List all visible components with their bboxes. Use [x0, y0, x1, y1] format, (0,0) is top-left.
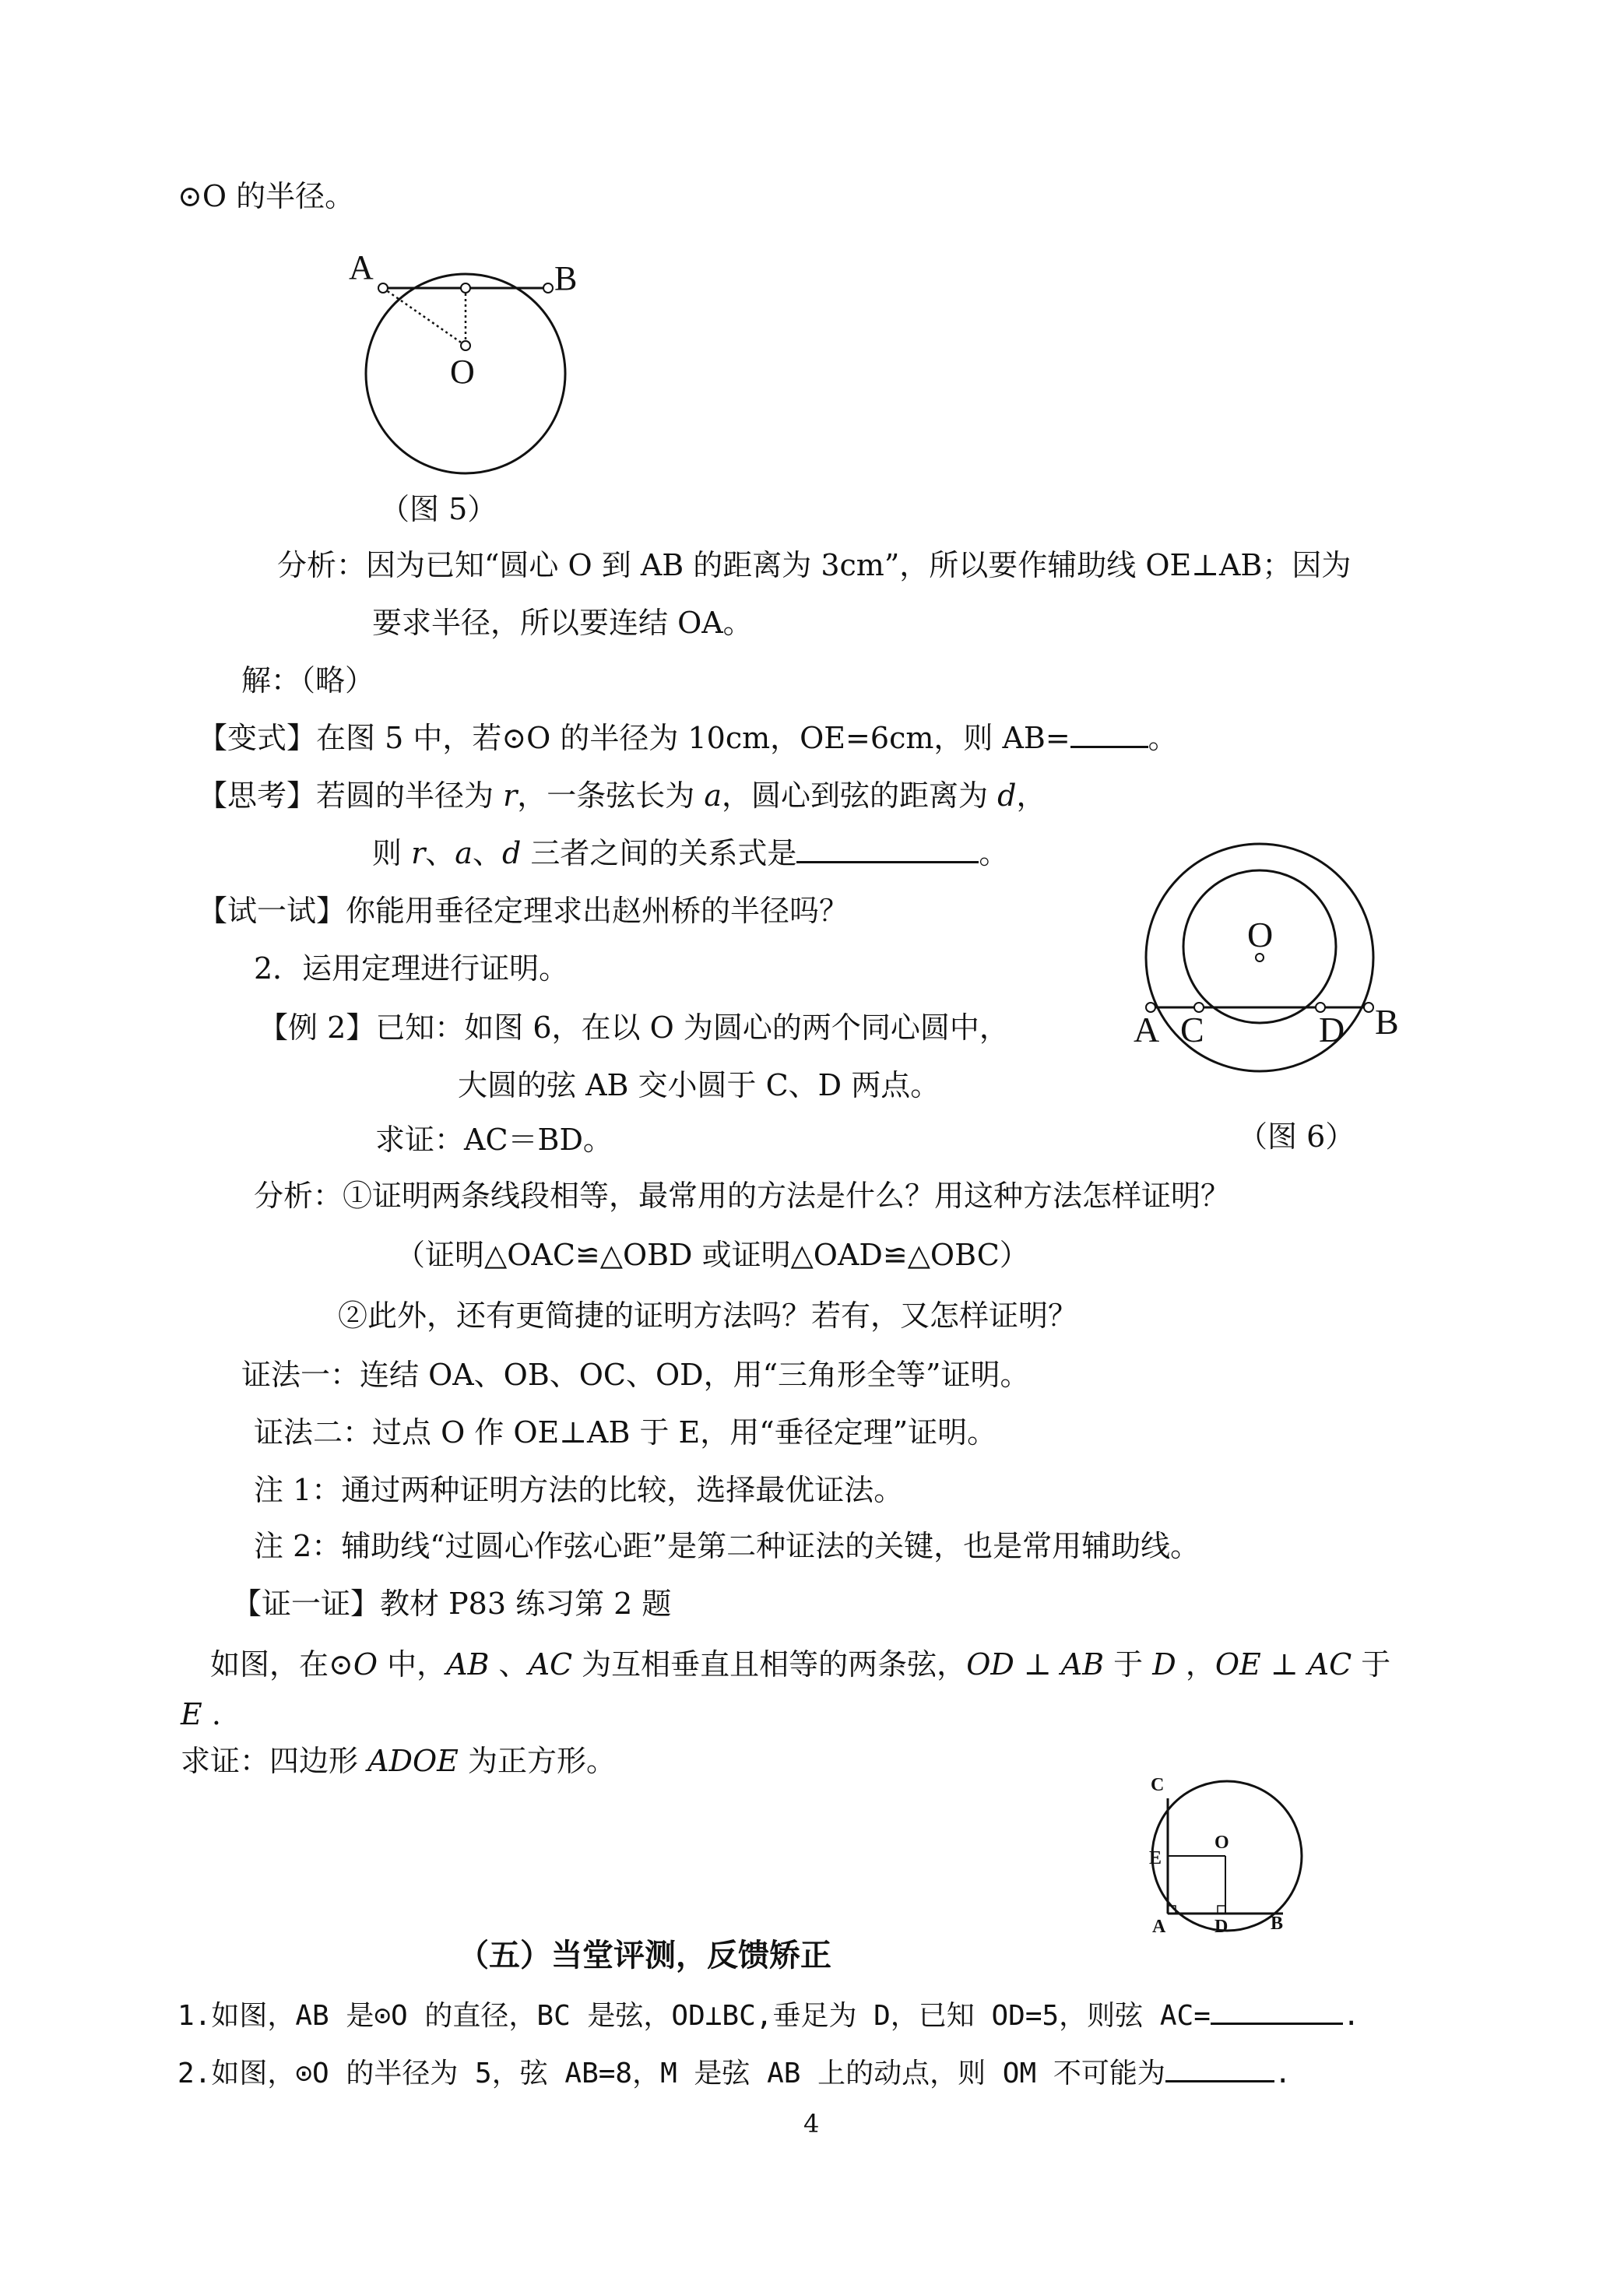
problem-prove-line: 求证：四边形 ADOE 为正方形。 — [181, 1744, 616, 1778]
fig6-label-c: C — [1180, 1010, 1204, 1049]
fig7-label-e: E — [1149, 1848, 1162, 1868]
figure-5-diagram — [343, 249, 592, 475]
fig5-label-o: O — [450, 353, 475, 391]
analysis2-line3: ②此外，还有更简捷的证明方法吗？若有，又怎样证明？ — [338, 1299, 1078, 1333]
figure-6-caption: （图 6） — [1238, 1119, 1355, 1154]
question-1: 1.如图，AB 是⊙O 的直径，BC 是弦，OD⊥BC,垂足为 D，已知 OD=5，则弦 AC= . — [178, 1996, 1360, 2035]
note2-line: 注 2：辅助线“过圆心作弦心距”是第二种证法的关键，也是常用辅助线。 — [254, 1529, 1200, 1563]
fig7-label-c: C — [1151, 1775, 1165, 1795]
method1-line: 证法一：连结 OA、OB、OC、OD，用“三角形全等”证明。 — [241, 1358, 1030, 1392]
verify-line: 【证一证】教材 P83 练习第 2 题 — [232, 1587, 672, 1621]
fig6-label-a: A — [1134, 1010, 1160, 1049]
try-it-line: 【试一试】你能用垂径定理求出赵州桥的半径吗？ — [198, 894, 849, 928]
variant-blank[interactable] — [1070, 719, 1148, 748]
analysis2-line2: （证明△OAC≌△OBD 或证明△OAD≌△OBC） — [395, 1238, 1029, 1272]
fig6-label-d: D — [1319, 1010, 1345, 1049]
think-blank[interactable] — [796, 835, 979, 863]
example2-line2: 大圆的弦 AB 交小圆于 C、D 两点。 — [458, 1068, 940, 1102]
example2-prove: 求证：AC＝BD。 — [375, 1123, 613, 1157]
analysis2-line1: 分析：①证明两条线段相等，最常用的方法是什么？用这种方法怎样证明？ — [254, 1179, 1231, 1213]
figure-5-caption: （图 5） — [380, 492, 497, 526]
fig5-label-a: A — [349, 249, 374, 286]
fig7-label-a: A — [1152, 1917, 1166, 1937]
fig7-label-d: D — [1214, 1917, 1229, 1937]
opening-line: ⊙O 的半径。 — [178, 179, 355, 213]
fig6-label-b: B — [1375, 1002, 1399, 1042]
q2-blank[interactable] — [1165, 2054, 1274, 2082]
fig5-label-b: B — [554, 259, 578, 297]
question-2: 2.如图，⊙O 的半径为 5，弦 AB=8，M 是弦 AB 上的动点，则 OM 不可能为 . — [178, 2054, 1292, 2093]
variant-line: 【变式】在图 5 中，若⊙O 的半径为 10cm，OE=6cm，则 AB= 。 — [198, 721, 1178, 755]
example2-line1: 【例 2】已知：如图 6，在以 O 为圆心的两个同心圆中， — [258, 1010, 1009, 1045]
fig7-label-o: O — [1214, 1833, 1229, 1853]
figure-7-diagram — [1137, 1767, 1308, 1938]
fig5-radius-oa — [383, 288, 466, 346]
page-number: 4 — [803, 2109, 820, 2139]
problem-line1: 如图，在⊙O 中，AB 、AC 为互相垂直且相等的两条弦，OD ⊥ AB 于 D ，OE ⊥ AC 于 — [210, 1647, 1391, 1682]
analysis1-line1: 分析：因为已知“圆心 O 到 AB 的距离为 3cm”，所以要作辅助线 OE⊥AB；因为 — [277, 548, 1352, 582]
note1-line: 注 1：通过两种证明方法的比较，选择最优证法。 — [254, 1473, 904, 1507]
analysis1-line2: 要求半径，所以要连结 OA。 — [372, 606, 753, 640]
solution-line: 解：（略） — [241, 663, 375, 698]
think-line2: 则 r、a、d 三者之间的关系式是 。 — [372, 836, 1009, 870]
figure-6-diagram — [1121, 825, 1401, 1105]
method2-line: 证法二：过点 O 作 OE⊥AB 于 E，用“垂径定理”证明。 — [254, 1415, 997, 1450]
think-line1: 【思考】若圆的半径为 r，一条弦长为 a，圆心到弦的距离为 d， — [198, 778, 1046, 813]
fig6-label-o: O — [1247, 915, 1274, 954]
q1-blank[interactable] — [1211, 1996, 1343, 2025]
section5-title: （五）当堂评测，反馈矫正 — [458, 1937, 831, 1973]
fig7-label-b: B — [1271, 1914, 1284, 1934]
problem-line2: E . — [181, 1697, 221, 1731]
section2-line: 2．运用定理进行证明。 — [254, 951, 569, 986]
